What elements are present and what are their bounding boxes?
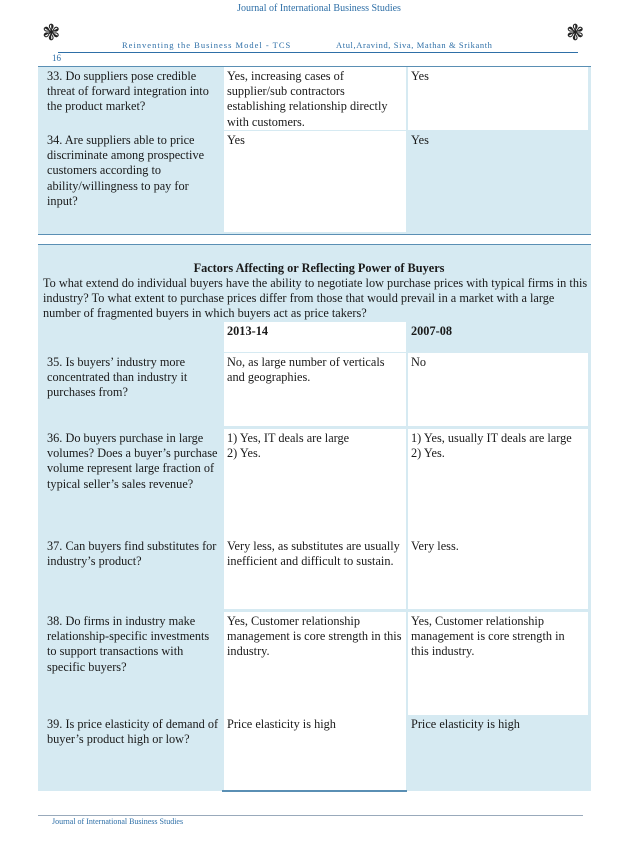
table-cell-2007: Yes, Customer relationship management is core strength in this industry.	[408, 612, 588, 715]
answer-line: 1) Yes, usually IT deals are large	[411, 431, 572, 445]
table-cell-2007	[408, 429, 588, 537]
column-header-2007: 2007-08	[411, 324, 452, 338]
running-header-authors: Atul,Aravind, Siva, Mathan & Srikanth	[336, 40, 493, 50]
table-cell-2007: Yes	[408, 67, 588, 130]
column-header-2013: 2013-14	[224, 322, 406, 352]
table-cell-2007: Very less.	[408, 537, 588, 609]
table-cell-2013: No, as large number of verticals and geographies.	[224, 353, 406, 426]
table-row-question: 36. Do buyers purchase in large volumes? Does a buyer’s purchase volume represent large fraction of typical seller’s sales revenue?	[47, 431, 218, 491]
table-cell-2007: Price elasticity is high	[411, 717, 520, 731]
table-cell-2013: Yes, increasing cases of supplier/sub contractors establishing relationship directly with customers.	[224, 67, 406, 130]
table-cell-2013: Yes, Customer relationship management is core strength in this industry.	[224, 612, 406, 715]
table-row-question: 39. Is price elasticity of demand of buyer’s product high or low?	[47, 717, 219, 747]
footer-rule	[38, 815, 583, 816]
table-cell-2013: Very less, as substitutes are usually inefficient and difficult to sustain.	[224, 537, 406, 609]
section-title: Factors Affecting or Reflecting Power of Buyers	[193, 261, 445, 275]
table-bottom-rule	[222, 790, 407, 792]
snowflake-icon: ❃	[42, 20, 61, 45]
running-footer-journal: Journal of International Business Studies	[52, 817, 184, 826]
running-header-title: Reinventing the Business Model - TCS	[122, 40, 292, 50]
table-row-question: 34. Are suppliers able to price discriminate among prospective customers according to ability/willingness to pay for input?	[47, 133, 205, 208]
answer-line: 1) Yes, IT deals are large	[227, 431, 350, 445]
answer-line: 2) Yes.	[411, 446, 445, 461]
table-row-question: 38. Do firms in industry make relationship-specific investments to support transactions with specific buyers?	[47, 614, 210, 674]
table-row-question: 35. Is buyers’ industry more concentrated than industry it purchases from?	[47, 355, 188, 400]
table-row-question: 33. Do suppliers pose credible threat of forward integration into the product market?	[47, 69, 209, 114]
snowflake-icon: ❃	[566, 20, 585, 45]
table-cell-2013	[224, 429, 406, 537]
running-header-journal: Journal of International Business Studies	[237, 3, 401, 14]
table-cell-2007: No	[408, 353, 588, 426]
page-number: 16	[52, 53, 61, 63]
table-cell-2013: Yes	[224, 131, 406, 232]
answer-line: 2) Yes.	[227, 446, 261, 461]
table-row-question: 37. Can buyers find substitutes for industry’s product?	[47, 539, 217, 569]
table-cell-2007: Yes	[411, 133, 429, 147]
section-intro: To what extend do individual buyers have the ability to negotiate low purchase prices with typical firms in this industry? To what extent to purchase prices differ from those that would prevail in a market with a large number of fragmented buyers in which buyers act as price takers?	[43, 276, 588, 321]
header-rule	[58, 52, 578, 53]
table-cell-2013: Price elasticity is high	[224, 715, 406, 790]
